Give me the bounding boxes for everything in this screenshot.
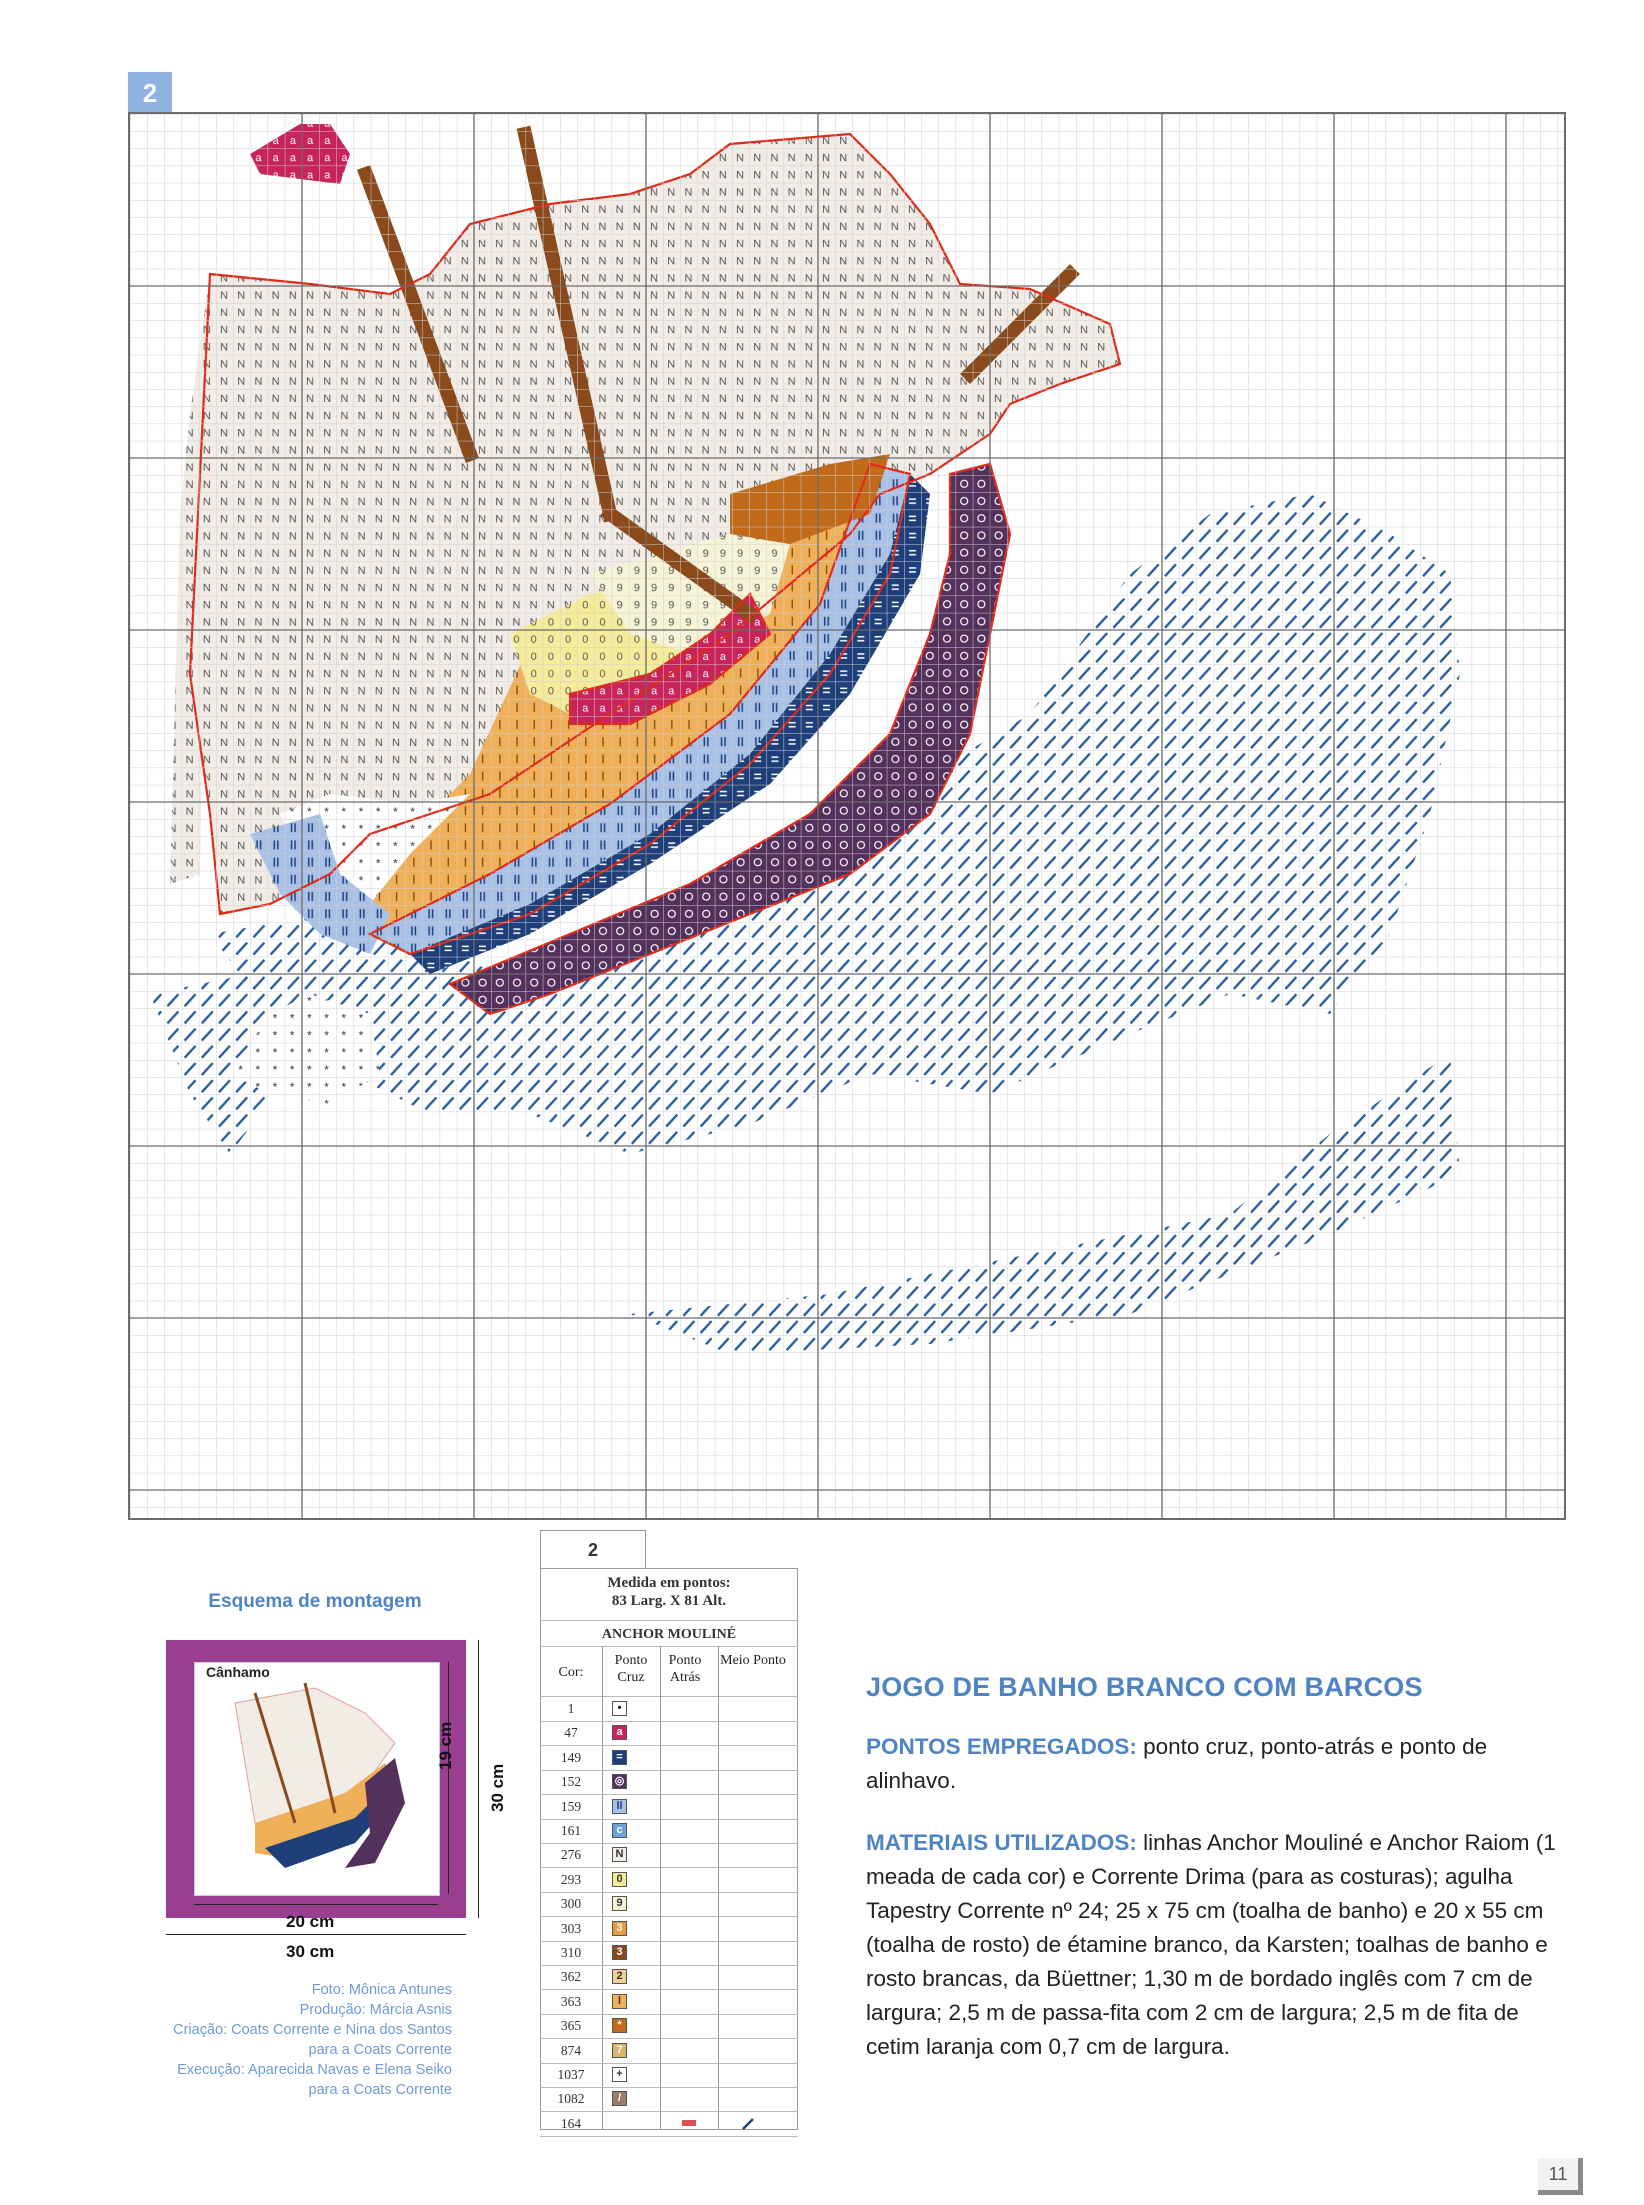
legend-color-code: 365	[560, 2018, 582, 2034]
pontos-label: PONTOS EMPREGADOS:	[866, 1734, 1137, 1759]
legend-row	[540, 2014, 798, 2038]
legend-color-code: 1082	[557, 2091, 585, 2107]
dim-outer-width: 30 cm	[286, 1942, 335, 1961]
legend-row	[540, 1941, 798, 1965]
legend-swatch: 3	[612, 1921, 627, 1936]
materiais-text: linhas Anchor Mouliné e Anchor Raiom (1 meada de cada cor) e Corrente Drima (para as costuras); agulha Tapestry Corrente nº 24; 25 x 75 cm (toalha de banho) e 20 x 55 cm (toalha de rosto) de étamine branco, da Karsten; toalhas de banho e rosto brancas, da Büettner; 1,30 m de bordado inglês com 7 cm de largura; 2,5 m de passa-fita com 2 cm de largura; 2,5 m de fita de cetim laranja com 0,7 cm de largura.	[866, 1830, 1556, 2059]
materiais-utilizados	[866, 1826, 1578, 2064]
legend-swatch: N	[612, 1847, 627, 1862]
legend-swatch: c	[612, 1823, 627, 1838]
dim-line-outer-w	[166, 1934, 466, 1935]
legend-measure-line1: Medida em pontos:	[607, 1575, 731, 1591]
legend-swatch: ll	[612, 1799, 627, 1814]
credit-line: Foto: Mônica Antunes	[311, 1982, 452, 1998]
legend-swatch: ◎	[612, 1774, 627, 1789]
legend-color-code: 1037	[557, 2067, 585, 2082]
legend-color-code: 303	[560, 1920, 582, 1936]
legend-color-code: 159	[560, 1798, 582, 1814]
dim-inner-width: 20 cm	[286, 1912, 335, 1931]
legend-row	[540, 1965, 798, 1989]
legend-swatch: /	[612, 2091, 627, 2106]
legend-swatch: *	[612, 2018, 627, 2033]
legend-swatch: a	[612, 1725, 627, 1740]
legend-row	[540, 2039, 798, 2063]
credit-line: Criação: Coats Corrente e Nina dos Santos	[173, 2022, 452, 2038]
legend-color-code: 310	[560, 1945, 582, 1960]
legend-swatch: l	[612, 1994, 627, 2009]
legend-row	[540, 2063, 798, 2087]
legend-row	[540, 2112, 798, 2136]
dim-line-outer-h	[478, 1640, 479, 1918]
legend-color-code: 152	[560, 1774, 582, 1790]
legend-swatch: 2	[612, 1969, 627, 1984]
legend-color-code: 161	[560, 1823, 582, 1838]
page-number: 11	[1538, 2158, 1583, 2195]
legend-swatch: +	[612, 2067, 627, 2082]
legend-col-cruz: Ponto Cruz	[614, 1653, 648, 1685]
page-title: JOGO DE BANHO BRANCO COM BARCOS	[866, 1672, 1423, 1702]
chart-number: 2	[142, 78, 158, 108]
legend-row-divider	[540, 2136, 798, 2137]
credit-line: Produção: Márcia Asnis	[299, 2002, 452, 2018]
credit-line: para a Coats Corrente	[308, 2082, 452, 2098]
pontos-text: ponto cruz, ponto-atrás e ponto de alinhavo.	[866, 1734, 1488, 1793]
legend-row	[540, 1721, 798, 1745]
legend-row	[540, 1795, 798, 1819]
dim-outer-height: 30 cm	[488, 1763, 507, 1812]
legend-swatch: 0	[612, 1872, 627, 1887]
legend-row	[540, 1892, 798, 1916]
legend-measure	[540, 1574, 798, 1610]
legend-col-meio: Meio Ponto	[720, 1653, 786, 1668]
pontos-empregados	[866, 1730, 1578, 1798]
legend-row	[540, 1843, 798, 1867]
chart-grid	[130, 114, 1564, 1518]
legend-brand: ANCHOR MOULINÉ	[601, 1627, 737, 1642]
legend-row	[540, 1746, 798, 1770]
legend-color-code: 362	[560, 1969, 582, 1985]
legend-row	[540, 1868, 798, 1892]
legend-row	[540, 1990, 798, 2014]
chart-canvas	[130, 114, 1564, 1518]
legend-measure-line2: 83 Larg. X 81 Alt.	[611, 1593, 727, 1609]
canhamo-label: Cânhamo	[206, 1664, 270, 1680]
legend-color-code: 276	[560, 1847, 582, 1863]
backstitch-swatch	[682, 2116, 697, 2131]
legend-col-atras: Ponto Atrás	[668, 1653, 702, 1685]
legend-row	[540, 1917, 798, 1941]
legend-color-code: 149	[560, 1749, 582, 1765]
boat-thumbnail	[195, 1663, 439, 1895]
credit-line: Execução: Aparecida Navas e Elena Seiko	[177, 2062, 452, 2078]
legend-col-cor: Cor:	[558, 1665, 584, 1680]
legend-color-code: 47	[564, 1725, 578, 1741]
legend-swatch: =	[612, 1750, 627, 1765]
legend-row	[540, 1770, 798, 1794]
dim-inner-height: 19 cm	[436, 1721, 455, 1770]
materiais-label: MATERIAIS UTILIZADOS:	[866, 1830, 1137, 1855]
legend-swatch: •	[612, 1701, 627, 1716]
photo-credits	[110, 1980, 452, 2100]
chart-number-tab	[128, 72, 172, 114]
credit-line: para a Coats Corrente	[308, 2042, 452, 2058]
legend-swatch: 3	[612, 1945, 627, 1960]
legend-row	[540, 2087, 798, 2111]
dim-line-inner-w	[194, 1904, 438, 1905]
cross-stitch-chart	[128, 112, 1566, 1520]
legend-divider	[540, 1646, 798, 1647]
legend-color-code: 293	[560, 1871, 582, 1887]
legend-swatch: 9	[612, 1896, 627, 1911]
legend-color-code: 300	[560, 1896, 582, 1912]
legend-color-code: 874	[560, 2042, 582, 2058]
legend-swatch: 7	[612, 2043, 627, 2058]
dim-line-inner-h	[448, 1662, 449, 1894]
legend-color-code: 164	[560, 2115, 582, 2131]
esquema-title: Esquema de montagem	[208, 1591, 422, 1612]
half-stitch-swatch	[740, 2116, 755, 2131]
esquema-towel-preview	[194, 1662, 440, 1896]
legend-chart-number: 2	[540, 1530, 646, 1569]
legend-color-code: 363	[560, 1993, 582, 2009]
legend-row	[540, 1819, 798, 1843]
legend-row	[540, 1697, 798, 1721]
legend-color-code: 1	[567, 1701, 575, 1716]
legend-divider	[540, 1620, 798, 1621]
